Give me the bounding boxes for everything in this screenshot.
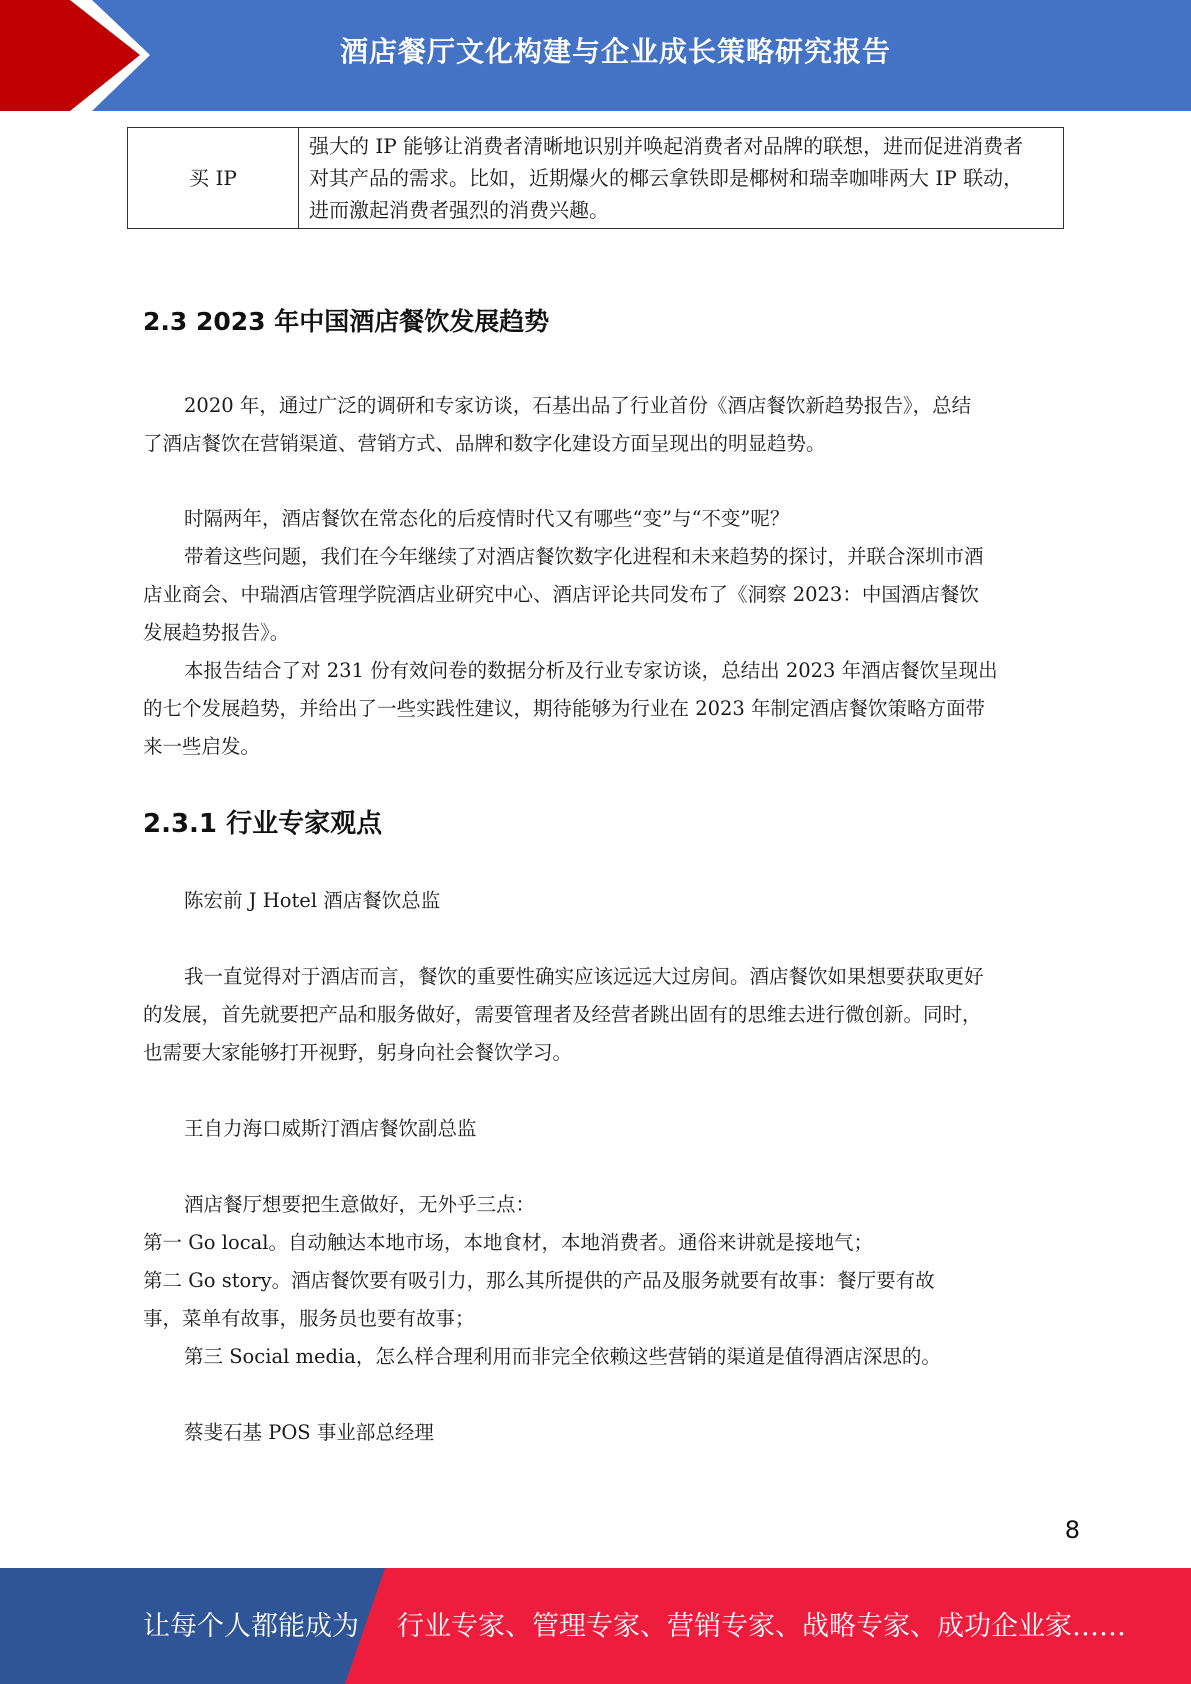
- table-value-line: 进而激起消费者强烈的消费兴趣。: [309, 198, 609, 222]
- text-line: 王自力海口威斯汀酒店餐饮副总监: [184, 1117, 477, 1140]
- footer-slogan-right: 行业专家、管理专家、营销专家、战略专家、成功企业家……: [397, 1611, 1126, 1642]
- paragraph-summary: [143, 652, 1048, 766]
- report-title: 酒店餐厅文化构建与企业成长策略研究报告: [339, 35, 891, 68]
- text-line: 带着这些问题，我们在今年继续了对酒店餐饮数字化进程和未来趋势的探讨，并联合深圳市酒: [184, 545, 984, 568]
- table-value-line: 对其产品的需求。比如，近期爆火的椰云拿铁即是椰树和瑞幸咖啡两大 IP 联动，: [309, 166, 1024, 190]
- subsection-heading: 2.3.1 行业专家观点: [143, 809, 383, 839]
- section-heading: 2.3 2023 年中国酒店餐饮发展趋势: [143, 307, 550, 336]
- footer-slogan-left: 让每个人都能成为: [143, 1611, 359, 1642]
- text-line: 第二 Go story。酒店餐饮要有吸引力，那么其所提供的产品及服务就要有故事：餐厅要有故: [143, 1269, 935, 1292]
- text-line: 我一直觉得对于酒店而言，餐饮的重要性确实应该远远大过房间。酒店餐饮如果想要获取更好: [184, 965, 984, 988]
- text-line: 的七个发展趋势，并给出了一些实践性建议，期待能够为行业在 2023 年制定酒店餐饮策略方面带: [143, 697, 986, 720]
- text-line: 本报告结合了对 231 份有效问卷的数据分析及行业专家访谈，总结出 2023 年酒店餐饮呈现出: [184, 659, 998, 682]
- text-line: 店业商会、中瑞酒店管理学院酒店业研究中心、酒店评论共同发布了《洞察 2023：中国酒店餐饮: [143, 583, 979, 606]
- expert-quote: [143, 958, 1048, 1072]
- text-line: 时隔两年，酒店餐饮在常态化的后疫情时代又有哪些“变”与“不变”呢？: [184, 507, 790, 530]
- text-line: 了酒店餐饮在营销渠道、营销方式、品牌和数字化建设方面呈现出的明显趋势。: [143, 432, 826, 455]
- page-number: 8: [1064, 1516, 1080, 1544]
- text-line: 第一 Go local。自动触达本地市场，本地食材，本地消费者。通俗来讲就是接地气；: [143, 1231, 873, 1254]
- expert-name: [143, 1414, 1048, 1452]
- text-line: 陈宏前 J Hotel 酒店餐饮总监: [184, 889, 441, 912]
- table-row: [128, 128, 1064, 229]
- text-line: 第三 Social media，怎么样合理利用而非完全依赖这些营销的渠道是值得酒店深思的。: [184, 1345, 941, 1368]
- expert-quote: [143, 1186, 1048, 1300]
- text-line: 酒店餐厅想要把生意做好，无外乎三点：: [184, 1193, 536, 1216]
- text-line: 蔡斐石基 POS 事业部总经理: [184, 1421, 434, 1444]
- expert-quote-continued: [143, 1300, 1048, 1338]
- expert-name: [143, 1110, 1048, 1148]
- text-line: 事，菜单有故事，服务员也要有故事；: [143, 1307, 475, 1330]
- text-line: 也需要大家能够打开视野，躬身向社会餐饮学习。: [143, 1041, 573, 1064]
- text-line: 来一些启发。: [143, 735, 261, 758]
- text-line: 2020 年，通过广泛的调研和专家访谈，石基出品了行业首份《酒店餐饮新趋势报告》，总结: [184, 394, 972, 417]
- table-value-line: 强大的 IP 能够让消费者清晰地识别并唤起消费者对品牌的联想，进而促进消费者: [309, 134, 1024, 158]
- paragraph-cooperation: [143, 538, 1048, 652]
- expert-name: [143, 882, 1048, 920]
- page-footer: [0, 1568, 1191, 1684]
- paragraph-question: [143, 500, 1048, 538]
- table-value-cell: [299, 128, 1064, 229]
- text-line: 发展趋势报告》。: [143, 621, 290, 644]
- table-key-cell: 买 IP: [128, 128, 299, 229]
- paragraph-intro: [143, 387, 1048, 463]
- strategy-table: [127, 127, 1064, 229]
- expert-quote-point: [143, 1338, 1048, 1376]
- page-header: [0, 0, 1191, 111]
- text-line: 的发展，首先就要把产品和服务做好，需要管理者及经营者跳出固有的思维去进行微创新。同时，: [143, 1003, 982, 1026]
